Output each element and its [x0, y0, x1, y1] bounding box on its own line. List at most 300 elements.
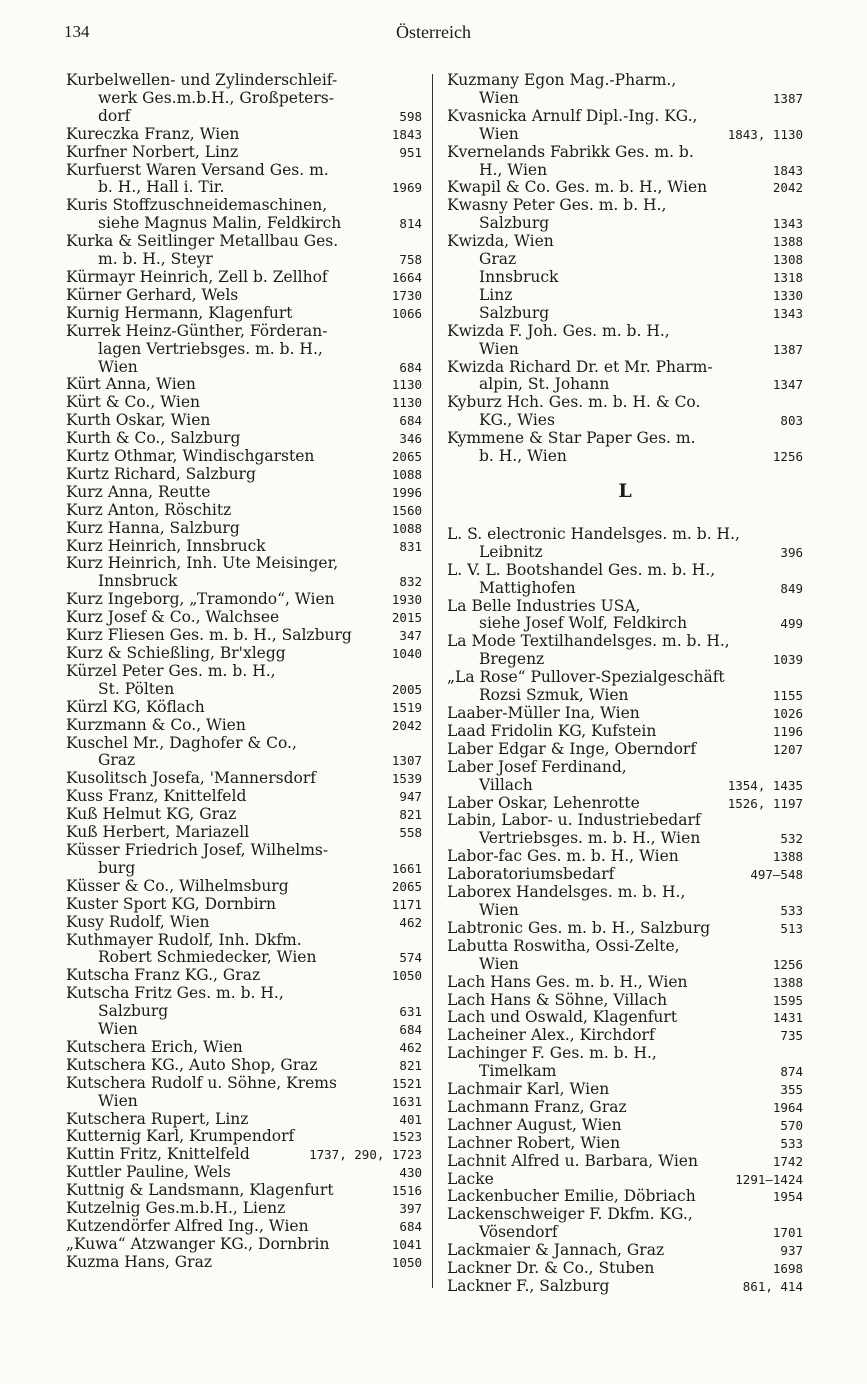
entry-continuation: Graz	[98, 752, 136, 770]
entry-name: Laboratoriumsbedarf	[447, 866, 615, 884]
entry-name: Kuttnig & Landsmann, Klagenfurt	[66, 1182, 334, 1200]
directory-entry	[447, 251, 803, 269]
directory-entry	[447, 72, 803, 108]
directory-entry	[66, 538, 422, 556]
entry-name: Kutzelnig Ges.m.b.H., Lienz	[66, 1200, 286, 1218]
entry-page-ref: 1742	[772, 1153, 803, 1169]
entry-name: Küsser Friedrich Josef, Wilhelms-	[66, 841, 329, 859]
directory-entry	[66, 842, 422, 878]
entry-page-ref: 874	[780, 1064, 803, 1080]
entry-page-ref: 1701	[772, 1225, 803, 1241]
directory-entry	[447, 430, 803, 466]
entry-page-ref: 937	[780, 1243, 803, 1259]
entry-continuation: Vertriebsges. m. b. H., Wien	[479, 830, 701, 848]
entry-name: Kuris Stoffzuschneidemaschinen,	[66, 197, 328, 215]
directory-entry	[447, 1171, 803, 1189]
entry-continuation: Robert Schmiedecker, Wien	[98, 949, 317, 967]
entry-name: Kutscha Fritz Ges. m. b. H.,	[66, 985, 284, 1003]
entry-page-ref: 684	[399, 413, 422, 429]
entry-page-ref: 849	[780, 580, 803, 596]
directory-entry	[447, 1278, 803, 1296]
entry-continuation: Innsbruck	[98, 573, 178, 591]
directory-entry	[447, 992, 803, 1010]
entry-name: Lackner Dr. & Co., Stuben	[447, 1260, 655, 1278]
entry-page-ref: 2042	[772, 180, 803, 196]
entry-page-ref: 355	[780, 1082, 803, 1098]
entry-name: Kurrek Heinz-Günther, Förderan-	[66, 322, 328, 340]
directory-entry	[66, 896, 422, 914]
entry-page-ref: 397	[399, 1201, 422, 1217]
column-divider	[432, 74, 433, 1288]
entry-page-ref: 2015	[391, 610, 422, 626]
entry-page-ref: 1730	[391, 287, 422, 303]
entry-continuation: burg	[98, 859, 136, 877]
entry-page-ref: 1661	[391, 860, 422, 876]
directory-entry	[447, 287, 803, 305]
directory-entry	[447, 759, 803, 795]
entry-name: Kurz Anna, Reutte	[66, 483, 211, 501]
directory-entry	[447, 1260, 803, 1278]
directory-entry	[66, 914, 422, 932]
directory-entry	[447, 526, 803, 562]
entry-page-ref: 684	[399, 1022, 422, 1038]
entry-page-ref: 1196	[772, 723, 803, 739]
entry-page-ref: 1050	[391, 968, 422, 984]
entry-continuation: lagen Vertriebsges. m. b. H.,	[98, 340, 323, 358]
entry-name: Kutzendörfer Alfred Ing., Wien	[66, 1218, 309, 1235]
directory-entry	[66, 287, 422, 305]
directory-entry	[447, 562, 803, 598]
entry-name: Laaber-Müller Ina, Wien	[447, 705, 640, 722]
entry-page-ref: 430	[399, 1165, 422, 1181]
directory-entry	[66, 1164, 422, 1182]
entry-name: Lachinger F. Ges. m. b. H.,	[447, 1045, 657, 1063]
directory-entry	[447, 669, 803, 705]
entry-name: Kurnig Hermann, Klagenfurt	[66, 304, 293, 322]
directory-entry	[447, 866, 803, 884]
entry-name: Labtronic Ges. m. b. H., Salzburg	[447, 919, 711, 937]
entry-page-ref: 1954	[772, 1189, 803, 1205]
entry-name: Kutschera Rudolf u. Söhne, Krems	[66, 1074, 337, 1092]
directory-entry	[447, 233, 803, 251]
entry-page-ref: 1066	[391, 305, 422, 321]
directory-entry	[66, 484, 422, 502]
entry-page-ref: 1050	[391, 1254, 422, 1270]
entry-name: Kusy Rudolf, Wien	[66, 913, 210, 931]
directory-entry	[66, 1200, 422, 1218]
entry-page-ref: 1843, 1130	[727, 126, 803, 142]
entry-page-ref: 861, 414	[742, 1279, 803, 1294]
directory-entry	[66, 609, 422, 627]
entry-page-ref: 1930	[391, 592, 422, 608]
entry-page-ref: 831	[399, 538, 422, 554]
entry-name: La Belle Industries USA,	[447, 597, 641, 615]
entry-name: Kurz Josef & Co., Walchsee	[66, 609, 280, 627]
directory-entry	[447, 1009, 803, 1027]
entry-page-ref: 1039	[772, 652, 803, 668]
entry-continuation: KG., Wies	[479, 412, 555, 430]
directory-entry	[66, 967, 422, 985]
entry-name: Kurtz Othmar, Windischgarsten	[66, 448, 315, 466]
entry-name: Kwizda, Wien	[447, 233, 554, 251]
entry-page-ref: 1631	[391, 1093, 422, 1109]
entry-name: La Mode Textilhandelsges. m. b. H.,	[447, 633, 730, 651]
entry-name: Kvasnicka Arnulf Dipl.-Ing. KG.,	[447, 107, 698, 125]
entry-name: Lachmair Karl, Wien	[447, 1081, 610, 1099]
directory-entry	[447, 1045, 803, 1081]
directory-entry	[66, 1111, 422, 1129]
entry-page-ref: 401	[399, 1111, 422, 1127]
entry-name: Lachner August, Wien	[447, 1116, 622, 1134]
entry-name: Laborex Handelsges. m. b. H.,	[447, 884, 686, 902]
directory-entry	[447, 197, 803, 233]
entry-continuation: Wien	[479, 901, 519, 919]
entry-page-ref: 396	[780, 544, 803, 560]
entry-continuation: b. H., Hall i. Tir.	[98, 179, 225, 197]
directory-entry	[66, 412, 422, 430]
entry-name: „La Rose“ Pullover-Spezialgeschäft	[447, 669, 725, 687]
directory-entry	[66, 1057, 422, 1075]
entry-name: Lackenbucher Emilie, Döbriach	[447, 1188, 696, 1206]
entry-page-ref: 1088	[391, 520, 422, 536]
directory-entry	[447, 705, 803, 723]
entry-page-ref: 1041	[391, 1236, 422, 1252]
entry-page-ref: 497—548	[750, 867, 803, 883]
entry-continuation: Mattighofen	[479, 579, 576, 597]
entry-continuation: werk Ges.m.b.H., Großpeters-	[98, 89, 334, 107]
entry-name: Kuttler Pauline, Wels	[66, 1164, 231, 1182]
entry-page-ref: 814	[399, 216, 422, 232]
entry-page-ref: 1387	[772, 341, 803, 357]
entry-name: Kürt Anna, Wien	[66, 376, 196, 394]
entry-name: Kwasny Peter Ges. m. b. H.,	[447, 197, 667, 215]
entry-page-ref: 947	[399, 789, 422, 805]
entry-page-ref: 832	[399, 574, 422, 590]
entry-page-ref: 1207	[772, 741, 803, 757]
entry-name: Kürzl KG, Köflach	[66, 698, 205, 716]
entry-page-ref: 1516	[391, 1183, 422, 1199]
entry-page-ref: 1343	[772, 305, 803, 321]
directory-entry	[66, 627, 422, 645]
directory-entry	[66, 591, 422, 609]
directory-entry	[66, 985, 422, 1021]
directory-entry	[66, 305, 422, 323]
directory-entry	[66, 1146, 422, 1164]
right-column	[447, 72, 803, 1296]
entry-page-ref: 462	[399, 1039, 422, 1055]
directory-entry	[447, 394, 803, 430]
entry-page-ref: 1256	[772, 449, 803, 465]
entry-name: Kürner Gerhard, Wels	[66, 286, 239, 304]
entry-page-ref: 499	[780, 616, 803, 632]
entry-name: Kurka & Seitlinger Metallbau Ges.	[66, 233, 339, 251]
entry-name: Lackenschweiger F. Dkfm. KG.,	[447, 1206, 693, 1224]
entry-name: Kutschera KG., Auto Shop, Graz	[66, 1056, 318, 1074]
directory-entry	[66, 448, 422, 466]
entry-name: Kuthmayer Rudolf, Inh. Dkfm.	[66, 931, 302, 949]
entry-page-ref: 1843	[391, 126, 422, 142]
entry-page-ref: 533	[780, 1135, 803, 1151]
directory-entry	[66, 1039, 422, 1057]
entry-page-ref: 1347	[772, 377, 803, 393]
entry-page-ref: 1026	[772, 706, 803, 721]
directory-entry	[66, 126, 422, 144]
left-column	[66, 72, 422, 1272]
entry-name: Kuschel Mr., Daghofer & Co.,	[66, 734, 297, 752]
entry-name: Kurz Heinrich, Inh. Ute Meisinger,	[66, 555, 339, 573]
entry-page-ref: 735	[780, 1028, 803, 1044]
entry-page-ref: 1523	[391, 1129, 422, 1145]
entry-page-ref: 1291—1424	[735, 1171, 803, 1187]
entry-continuation: Wien	[479, 955, 519, 973]
entry-page-ref: 1343	[772, 216, 803, 232]
entry-page-ref: 631	[399, 1004, 422, 1020]
entry-continuation: Wien	[98, 358, 138, 376]
page-number: 134	[64, 22, 90, 41]
entry-name: Kureczka Franz, Wien	[66, 125, 240, 143]
entry-name: Kuß Helmut KG, Graz	[66, 806, 237, 824]
entry-page-ref: 1595	[772, 992, 803, 1008]
entry-name: Kurz & Schießling, Br'xlegg	[66, 645, 286, 662]
entry-page-ref: 1318	[772, 269, 803, 285]
entry-page-ref: 1521	[391, 1075, 422, 1091]
directory-entry	[447, 1135, 803, 1153]
entry-name: Kürzel Peter Ges. m. b. H.,	[66, 662, 276, 680]
directory-entry	[447, 1027, 803, 1045]
entry-page-ref: 821	[399, 1057, 422, 1073]
directory-entry	[66, 806, 422, 824]
entry-continuation: H., Wien	[479, 161, 548, 179]
right-column-l-entries	[447, 526, 803, 1296]
entry-page-ref: 821	[399, 807, 422, 823]
page-header	[0, 20, 867, 48]
directory-entry	[447, 741, 803, 759]
entry-page-ref: 558	[399, 825, 422, 841]
entry-name: Wien	[98, 1021, 138, 1039]
entry-name: Labutta Roswitha, Ossi-Zelte,	[447, 937, 680, 955]
entry-continuation: siehe Magnus Malin, Feldkirch	[98, 215, 342, 233]
directory-entry	[66, 770, 422, 788]
entry-name: Kuzmany Egon Mag.-Pharm.,	[447, 72, 677, 89]
entry-name: Lach Hans & Söhne, Villach	[447, 991, 668, 1009]
entry-name: Kwizda F. Joh. Ges. m. b. H.,	[447, 322, 670, 340]
entry-page-ref: 2065	[391, 878, 422, 894]
directory-entry	[66, 520, 422, 538]
entry-name: Kurzmann & Co., Wien	[66, 716, 246, 734]
entry-page-ref: 684	[399, 1219, 422, 1234]
entry-page-ref: 1307	[391, 753, 422, 769]
directory-entry	[66, 233, 422, 269]
entry-name: Lacheiner Alex., Kirchdorf	[447, 1027, 655, 1045]
entry-name: Lach Hans Ges. m. b. H., Wien	[447, 973, 688, 991]
entry-name: Küsser & Co., Wilhelmsburg	[66, 877, 289, 895]
entry-page-ref: 1737, 290, 1723	[309, 1147, 422, 1163]
entry-page-ref: 570	[780, 1117, 803, 1133]
entry-name: Lachnit Alfred u. Barbara, Wien	[447, 1152, 698, 1170]
entry-page-ref: 684	[399, 359, 422, 375]
entry-name: Kurz Fliesen Ges. m. b. H., Salzburg	[66, 627, 352, 645]
entry-page-ref: 347	[399, 628, 422, 644]
directory-entry	[66, 1254, 422, 1272]
directory-entry	[66, 932, 422, 968]
entry-name: Kurz Anton, Röschitz	[66, 501, 232, 519]
entry-name: Kurz Hanna, Salzburg	[66, 519, 240, 537]
entry-name: Kutschera Erich, Wien	[66, 1038, 243, 1056]
entry-page-ref: 1996	[391, 484, 422, 500]
entry-name: Lachner Robert, Wien	[447, 1134, 621, 1152]
directory-entry	[447, 633, 803, 669]
directory-entry	[447, 144, 803, 180]
directory-entry	[447, 1099, 803, 1117]
entry-name: Linz	[479, 286, 513, 304]
directory-entry	[447, 812, 803, 848]
directory-entry	[447, 1188, 803, 1206]
entry-continuation: Villach	[479, 776, 533, 794]
entry-name: Graz	[479, 251, 517, 269]
entry-name: Kurtz Richard, Salzburg	[66, 465, 256, 483]
directory-entry	[447, 795, 803, 813]
entry-name: Labor-fac Ges. m. b. H., Wien	[447, 848, 679, 866]
entry-name: Kyburz Hch. Ges. m. b. H. & Co.	[447, 394, 701, 412]
entry-continuation: Bregenz	[479, 651, 545, 669]
directory-entry	[66, 1218, 422, 1236]
directory-entry	[66, 717, 422, 735]
entry-page-ref: 1388	[772, 974, 803, 990]
directory-entry	[66, 1182, 422, 1200]
entry-page-ref: 1969	[391, 180, 422, 196]
entry-name: Laber Oskar, Lehenrotte	[447, 794, 640, 812]
entry-name: Salzburg	[479, 304, 550, 322]
directory-entry	[447, 179, 803, 197]
directory-entry	[447, 974, 803, 992]
entry-name: Kurth & Co., Salzburg	[66, 430, 241, 448]
entry-page-ref: 598	[399, 108, 422, 124]
directory-entry	[66, 430, 422, 448]
entry-page-ref: 1354, 1435	[727, 777, 803, 793]
entry-page-ref: 1698	[772, 1261, 803, 1277]
directory-entry	[66, 376, 422, 394]
directory-entry	[447, 323, 803, 359]
entry-page-ref: 346	[399, 431, 422, 447]
entry-page-ref: 513	[780, 920, 803, 936]
entry-name: Kürmayr Heinrich, Zell b. Zellhof	[66, 268, 328, 286]
entry-continuation: b. H., Wien	[479, 448, 567, 466]
entry-name: „Kuwa“ Atzwanger KG., Dornbrin	[66, 1235, 330, 1253]
directory-entry	[66, 788, 422, 806]
entry-name: Kurz Heinrich, Innsbruck	[66, 537, 266, 555]
directory-entry	[66, 663, 422, 699]
entry-page-ref: 1539	[391, 771, 422, 787]
entry-page-ref: 1964	[772, 1099, 803, 1115]
entry-name: Kürt & Co., Wien	[66, 394, 200, 412]
entry-continuation: Leibnitz	[479, 543, 543, 561]
entry-page-ref: 1130	[391, 377, 422, 393]
directory-entry	[447, 1242, 803, 1260]
entry-name: Kurfner Norbert, Linz	[66, 143, 239, 161]
directory-entry	[66, 394, 422, 412]
entry-page-ref: 1519	[391, 699, 422, 715]
entry-continuation: Salzburg	[479, 215, 550, 233]
entry-page-ref: 1130	[391, 395, 422, 411]
entry-continuation: Wien	[479, 125, 519, 143]
directory-entry	[447, 1117, 803, 1135]
directory-entry	[66, 878, 422, 896]
entry-name: Kuster Sport KG, Dornbirn	[66, 895, 277, 913]
directory-entry	[66, 269, 422, 287]
entry-continuation: alpin, St. Johann	[479, 376, 610, 394]
entry-name: L. V. L. Bootshandel Ges. m. b. H.,	[447, 561, 716, 579]
entry-page-ref: 2005	[391, 681, 422, 697]
entry-name: Kurbelwellen- und Zylinderschleif-	[66, 72, 338, 89]
directory-entry	[447, 848, 803, 866]
entry-name: Kuttin Fritz, Knittelfeld	[66, 1146, 250, 1164]
directory-entry	[447, 938, 803, 974]
entry-name: Kwapil & Co. Ges. m. b. H., Wien	[447, 179, 708, 197]
directory-entry	[66, 824, 422, 842]
directory-entry	[447, 1081, 803, 1099]
directory-entry	[447, 723, 803, 741]
entry-page-ref: 1388	[772, 234, 803, 250]
directory-entry	[66, 323, 422, 377]
entry-name: Kvernelands Fabrikk Ges. m. b.	[447, 143, 694, 161]
entry-continuation: m. b. H., Steyr	[98, 251, 213, 269]
entry-name: Lackmaier & Jannach, Graz	[447, 1242, 665, 1260]
entry-continuation: St. Pölten	[98, 680, 175, 698]
directory-entry	[66, 1093, 422, 1111]
directory-entry	[66, 466, 422, 484]
entry-name: Kymmene & Star Paper Ges. m.	[447, 430, 696, 448]
entry-name: Laber Edgar & Inge, Oberndorf	[447, 740, 697, 758]
directory-entry	[66, 72, 422, 126]
directory-entry	[447, 269, 803, 287]
directory-entry	[66, 555, 422, 591]
entry-page-ref: 1330	[772, 287, 803, 303]
entry-page-ref: 2042	[391, 717, 422, 733]
entry-name: Laber Josef Ferdinand,	[447, 758, 627, 776]
directory-entry	[66, 144, 422, 162]
entry-continuation: Timelkam	[479, 1063, 557, 1081]
directory-entry	[447, 884, 803, 920]
entry-name: Lach und Oswald, Klagenfurt	[447, 1009, 678, 1027]
directory-entry	[447, 1206, 803, 1242]
entry-name: Kutschera Rupert, Linz	[66, 1110, 249, 1128]
entry-page-ref: 533	[780, 902, 803, 918]
directory-entry	[66, 1021, 422, 1039]
entry-page-ref: 1256	[772, 956, 803, 972]
entry-name: Labin, Labor- u. Industriebedarf	[447, 812, 701, 830]
directory-entry	[447, 108, 803, 144]
directory-entry	[66, 162, 422, 198]
entry-name: Kutscha Franz KG., Graz	[66, 967, 261, 985]
entry-name: Kurth Oskar, Wien	[66, 412, 211, 430]
entry-name: Kwizda Richard Dr. et Mr. Pharm-	[447, 358, 713, 376]
entry-name: Kutternig Karl, Krumpendorf	[66, 1128, 295, 1146]
directory-entry	[447, 305, 803, 323]
directory-entry	[66, 1075, 422, 1093]
entry-page-ref: 462	[399, 914, 422, 930]
entry-name: Kurz Ingeborg, „Tramondo“, Wien	[66, 591, 335, 609]
directory-entry	[447, 598, 803, 634]
directory-entry	[447, 920, 803, 938]
section-letter-heading: L	[618, 479, 632, 502]
entry-page-ref: 803	[780, 413, 803, 429]
entry-continuation: Salzburg	[98, 1003, 169, 1021]
directory-entry	[447, 1153, 803, 1171]
entry-name: L. S. electronic Handelsges. m. b. H.,	[447, 525, 740, 543]
entry-page-ref: 574	[399, 950, 422, 966]
entry-name: Lacke	[447, 1170, 494, 1188]
entry-page-ref: 1155	[772, 688, 803, 704]
